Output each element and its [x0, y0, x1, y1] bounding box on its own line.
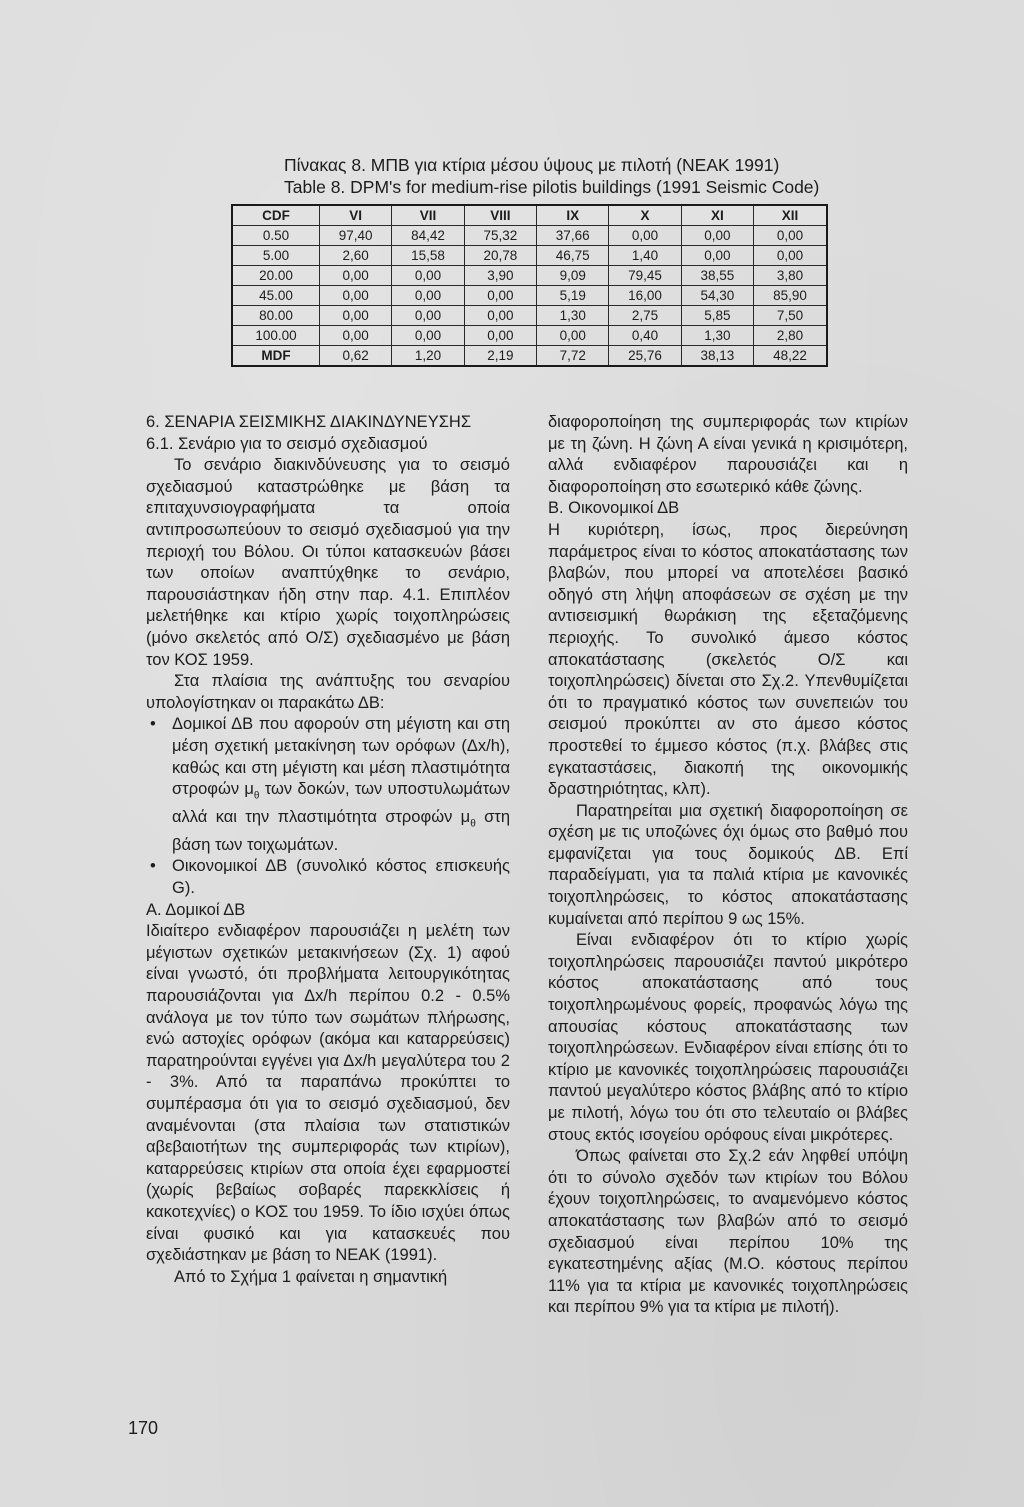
table-cell: 0.50 [232, 226, 320, 246]
table-cell: 0,00 [320, 266, 392, 286]
table-cell: 80.00 [232, 306, 320, 326]
table-cell: 16,00 [609, 286, 681, 306]
subsection-heading: 6.1. Σενάριο για το σεισμό σχεδιασμού [146, 434, 428, 453]
mdf-row [232, 346, 827, 367]
table-cell: 0,00 [392, 266, 464, 286]
header-cell: XII [754, 205, 827, 226]
table-cell: 38,13 [681, 346, 753, 367]
table-cell: 75,32 [464, 226, 536, 246]
table-cell: 100.00 [232, 326, 320, 346]
table-cell: 3,90 [464, 266, 536, 286]
table-cell: 45.00 [232, 286, 320, 306]
table-cell: 7,72 [537, 346, 609, 367]
table-cell: 0,00 [464, 286, 536, 306]
paragraph: Το σενάριο διακινδύνευσης για το σεισμό σχεδιασμού καταστρώθηκε με βάση τα επιταχυνσιογραφήματα τα οποία αντιπροσωπεύουν το σεισμό σχεδιασμού για την περιοχή του Βόλου. Οι τύποι κατασκευών βάσει των οποίων αναπτύχθηκε το σενάριο, παρουσιάστηκαν ήδη στην παρ. 4.1. Επιπλέον μελετήθηκε και κτίριο χωρίς τοιχοπληρώσεις (μόνο σκελετός από Ο/Σ) σχεδιασμένο με βάση τον ΚΟΣ 1959. [146, 456, 510, 669]
table-cell: 9,09 [537, 266, 609, 286]
right-column [548, 412, 908, 1319]
table-row [232, 326, 827, 346]
table-cell: 2,80 [754, 326, 827, 346]
table-cell: 0,00 [392, 326, 464, 346]
header-cell: XI [681, 205, 753, 226]
table-cell: 38,55 [681, 266, 753, 286]
section-subtitle: Β. Οικονομικοί ΔΒ [548, 499, 680, 518]
table-row [232, 246, 827, 266]
table-cell: 20,78 [464, 246, 536, 266]
table-cell: 54,30 [681, 286, 753, 306]
table-cell: 0,00 [681, 246, 753, 266]
table-cell: 1,40 [609, 246, 681, 266]
table-row [232, 226, 827, 246]
table-cell: 2,60 [320, 246, 392, 266]
table-cell: 0,00 [754, 246, 827, 266]
dpm-table-wrapper [231, 204, 828, 367]
table-cell: 0,40 [609, 326, 681, 346]
table-caption [284, 154, 844, 198]
table-cell: 97,40 [320, 226, 392, 246]
table-cell: 20.00 [232, 266, 320, 286]
table-cell: 0,00 [464, 326, 536, 346]
table-cell: 85,90 [754, 286, 827, 306]
table-cell: 37,66 [537, 226, 609, 246]
table-cell: 0,00 [537, 326, 609, 346]
header-cell: VIII [464, 205, 536, 226]
table-row [232, 306, 827, 326]
paragraph: Όπως φαίνεται στο Σχ.2 εάν ληφθεί υπόψη ότι το σύνολο σχεδόν των κτιρίων του Βόλου έχουν τοιχοπληρώσεις, το αναμενόμενο κόστος αποκατάστασης των βλαβών από το σεισμό σχεδιασμού είναι περίπου 10% της εγκατεστημένης αξίας (Μ.Ο. κόστους περίπου 11% για τα κτίρια με κανονικές τοιχοπληρώσεις και περίπου 9% για τα κτίρια με πιλοτή). [548, 1147, 908, 1317]
table-cell: 5,19 [537, 286, 609, 306]
paragraph: Παρατηρείται μια σχετική διαφοροποίηση σε σχέση με τις υποζώνες όχι όμως στο βαθμό που εμφανίζεται για τους δομικούς ΔΒ. Επί παραδείγματι, για τα παλιά κτίρια με κανονικές τοιχοπληρώσεις, το κόστος αποκατάστασης κυμαίνεται από περίπου 9 ως 15%. [548, 801, 908, 928]
left-column [146, 412, 510, 1288]
table-cell: 0,00 [320, 306, 392, 326]
table-cell: 5,85 [681, 306, 753, 326]
table-cell: 0,00 [392, 306, 464, 326]
table-cell: 7,50 [754, 306, 827, 326]
header-cell: IX [537, 205, 609, 226]
table-cell: 1,30 [681, 326, 753, 346]
paragraph: διαφοροποίηση της συμπεριφοράς των κτιρίων με τη ζώνη. Η ζώνη Α είναι γενικά η κρισιμότερη, αλλά ενδιαφέρον παρουσιάζει και η διαφοροποίηση στο εσωτερικό κάθε ζώνης. [548, 413, 908, 496]
table-cell: 2,75 [609, 306, 681, 326]
header-cell: VII [392, 205, 464, 226]
paragraph: Ιδιαίτερο ενδιαφέρον παρουσιάζει η μελέτη των μέγιστων σχετικών μετακινήσεων (Σχ. 1) αφού είναι γνωστό, ότι προβλήματα λειτουργικότητας παρουσιάζονται για Δx/h περίπου 0.2 - 0.5% ανάλογα με τον τύπο των σωμάτων πλήρωσης, ενώ αστοχίες ορόφων (ακόμα και καταρρεύσεις) παρατηρούνται εγγένει για Δx/h μεγαλύτερα του 2 - 3%. Από τα παραπάνω προκύπτει το συμπέρασμα ότι για το σεισμό σχεδιασμού, δεν αναμένονται (στα πλαίσια των στατιστικών αβεβαιοτήτων της συμπεριφοράς των κτιρίων), καταρρεύσεις κτιρίων στα οποία έχει εφαρμοστεί (χωρίς βεβαίως σοβαρές παρεκκλίσεις ή κακοτεχνίες) ο ΚΟΣ του 1959. Το ίδιο ισχύει όπως είναι φυσικό και για κατασκευές που σχεδιάστηκαν με βάση το ΝΕΑΚ (1991). [146, 922, 510, 1265]
list-item-text: Δομικοί ΔΒ που αφορούν στη μέγιστη και στη μέση σχετική μετακίνηση των ορόφων (Δx/h), καθώς και στη μέγιστη και μέση πλαστιμότητα στροφών μ [172, 715, 510, 799]
list-item [172, 714, 510, 856]
table-cell: 1,30 [537, 306, 609, 326]
list-item: • Οικονομικοί ΔΒ (συνολικό κόστος επισκευής G). [172, 856, 510, 899]
table-cell: 0,62 [320, 346, 392, 367]
table-cell: 84,42 [392, 226, 464, 246]
list-item-text: στη βάση των τοιχωμάτων. [172, 807, 511, 854]
paragraph: Στα πλαίσια της ανάπτυξης του σεναρίου υπολογίστηκαν οι παρακάτω ΔΒ: [146, 672, 510, 712]
header-cell: X [609, 205, 681, 226]
table-cell: 5.00 [232, 246, 320, 266]
theta-subscript: θ [470, 818, 476, 830]
header-cell: CDF [232, 205, 320, 226]
header-cell: VI [320, 205, 392, 226]
table-header-row [232, 205, 827, 226]
table-cell: 0,00 [464, 306, 536, 326]
table-row [232, 286, 827, 306]
paragraph: Από το Σχήμα 1 φαίνεται η σημαντική [174, 1267, 448, 1286]
table-cell: 79,45 [609, 266, 681, 286]
dpm-table [231, 204, 828, 367]
paragraph: Είναι ενδιαφέρον ότι το κτίριο χωρίς τοιχοπληρώσεις παρουσιάζει παντού μικρότερο κόστος αποκατάστασης από τους τοιχοπληρωμένους φορείς, προφανώς λόγω της απουσίας κόστους αποκατάστασης των τοιχοπληρώσεων. Ενδιαφέρον είναι επίσης ότι το κτίριο με κανονικές τοιχοπληρώσεις παρουσιάζει παντού μεγαλύτερο κόστος βλάβης από το κτίριο με πιλοτή, λόγω του ότι στο τελευταίο οι βλάβες στους εκτός ισογείου ορόφους είναι μικρότερες. [548, 931, 908, 1144]
table-cell: 3,80 [754, 266, 827, 286]
table-cell: 0,00 [754, 226, 827, 246]
table-cell: 0,00 [609, 226, 681, 246]
page-number: 170 [128, 1418, 159, 1438]
bullet-list [146, 714, 510, 899]
table-cell: 2,19 [464, 346, 536, 367]
caption-english: Table 8. DPM's for medium-rise pilotis buildings (1991 Seismic Code) [284, 177, 820, 197]
section-heading: 6. ΣΕΝΑΡΙΑ ΣΕΙΣΜΙΚΗΣ ΔΙΑΚΙΝΔΥΝΕΥΣΗΣ [146, 413, 472, 431]
theta-subscript: θ [253, 790, 260, 802]
table-cell: MDF [232, 346, 320, 367]
table-cell: 1,20 [392, 346, 464, 367]
table-cell: 0,00 [320, 286, 392, 306]
table-cell: 0,00 [320, 326, 392, 346]
table-cell: 0,00 [392, 286, 464, 306]
list-item-text: των δοκών, των υποστυλωμάτων αλλά και την πλαστιμότητα στροφών μ [172, 780, 511, 826]
table-cell: 15,58 [392, 246, 464, 266]
section-subtitle: Α. Δομικοί ΔΒ [146, 900, 246, 919]
paragraph: Η κυριότερη, ίσως, προς διερεύνηση παράμετρος είναι το κόστος αποκατάστασης των βλαβών, που μπορεί να αποτελέσει βασικό οδηγό στη λήψη αποφάσεων σε σχέση με την αντισεισμική θωράκιση της εξεταζόμενης περιοχής. Το συνολικό άμεσο κόστος αποκατάστασης (σκελετός Ο/Σ και τοιχοπληρώσεις) δίνεται στο Σχ.2. Υπενθυμίζεται ότι το πραγματικό κόστος των συνεπειών του σεισμού προκύπτει αν στο άμεσο κόστος προστεθεί το έμμεσο κόστος (π.χ. βλάβες στις εγκαταστάσεις, διακοπή της οικονομικής δραστηριότητας, κλπ). [548, 520, 908, 799]
table-cell: 48,22 [754, 346, 827, 367]
table-cell: 25,76 [609, 346, 681, 367]
caption-greek: Πίνακας 8. ΜΠΒ για κτίρια μέσου ύψους με πιλοτή (ΝΕΑΚ 1991) [284, 155, 780, 175]
table-row [232, 266, 827, 286]
table-cell: 0,00 [681, 226, 753, 246]
table-cell: 46,75 [537, 246, 609, 266]
